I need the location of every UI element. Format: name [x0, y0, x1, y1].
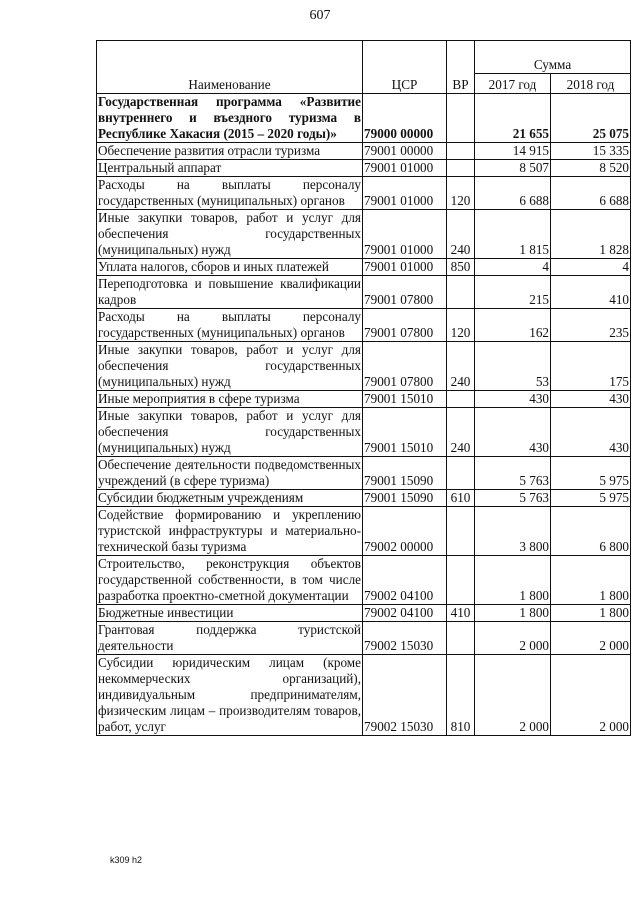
footer-code: k309 h2 [110, 855, 143, 865]
row-amount-2017: 430 [475, 408, 551, 457]
row-name: Бюджетные инвестиции [97, 605, 363, 622]
table-row [97, 143, 631, 160]
row-name: Расходы на выплаты персоналу государственных (муниципальных) органов [98, 309, 361, 340]
table-row [97, 177, 631, 210]
row-name: Расходы на выплаты персоналу государственных (муниципальных) органов [98, 177, 361, 208]
page-number: 607 [309, 8, 331, 23]
row-amount-2018: 25 075 [551, 94, 631, 143]
row-name: Содействие формированию и укреплению туристской инфраструктуры и материально-технической базы туризма [98, 507, 361, 554]
row-amount-2017: 162 [475, 309, 551, 342]
row-vr: 120 [447, 177, 475, 210]
row-name: Грантовая поддержка туристской деятельности [98, 622, 361, 653]
row-amount-2018: 1 800 [551, 605, 631, 622]
row-vr [447, 391, 475, 408]
row-amount-2018: 430 [551, 391, 631, 408]
row-amount-2017: 5 763 [475, 490, 551, 507]
table-row [97, 556, 631, 605]
budget-table [96, 40, 631, 736]
row-amount-2018: 6 800 [551, 507, 631, 556]
table-row [97, 210, 631, 259]
row-amount-2017: 14 915 [475, 143, 551, 160]
row-csr: 79001 01000 [363, 259, 447, 276]
row-amount-2017: 3 800 [475, 507, 551, 556]
table-row [97, 276, 631, 309]
table-row [97, 391, 631, 408]
row-vr: 410 [447, 605, 475, 622]
row-amount-2017: 4 [475, 259, 551, 276]
table-row [97, 309, 631, 342]
row-amount-2018: 410 [551, 276, 631, 309]
row-csr: 79001 07800 [363, 309, 447, 342]
row-name: Субсидии бюджетным учреждениям [97, 490, 363, 507]
table-row [97, 507, 631, 556]
row-csr: 79000 00000 [363, 94, 447, 143]
header-year-2017: 2017 год [475, 73, 551, 93]
row-csr: 79002 00000 [363, 507, 447, 556]
table-row [97, 408, 631, 457]
row-vr [447, 94, 475, 143]
row-amount-2018: 6 688 [551, 177, 631, 210]
row-amount-2017: 430 [475, 391, 551, 408]
row-amount-2017: 6 688 [475, 177, 551, 210]
table-row [97, 622, 631, 655]
row-vr: 120 [447, 309, 475, 342]
table-row [97, 259, 631, 276]
row-name: Переподготовка и повышение квалификации кадров [98, 276, 361, 307]
row-amount-2018: 1 800 [551, 556, 631, 605]
row-vr [447, 143, 475, 160]
row-name: Государственная программа «Развитие внутреннего и въездного туризма в Республике Хакасия (2015 – 2020 годы)» [98, 94, 361, 141]
table-row [97, 457, 631, 490]
row-name: Обеспечение деятельности подведомственных учреждений (в сфере туризма) [98, 457, 361, 488]
row-csr: 79002 04100 [363, 556, 447, 605]
row-vr: 810 [447, 655, 475, 736]
row-amount-2017: 2 000 [475, 655, 551, 736]
row-amount-2017: 215 [475, 276, 551, 309]
row-name: Уплата налогов, сборов и иных платежей [97, 259, 363, 276]
row-amount-2017: 8 507 [475, 160, 551, 177]
row-amount-2017: 1 815 [475, 210, 551, 259]
table-row [97, 94, 631, 143]
header-vr: ВР [447, 41, 475, 94]
row-amount-2018: 4 [551, 259, 631, 276]
row-amount-2018: 430 [551, 408, 631, 457]
row-amount-2018: 2 000 [551, 655, 631, 736]
row-name: Иные закупки товаров, работ и услуг для обеспечения государственных (муниципальных) нужд [98, 408, 361, 455]
row-amount-2018: 2 000 [551, 622, 631, 655]
row-name: Обеспечение развития отрасли туризма [97, 143, 363, 160]
row-csr: 79001 01000 [363, 160, 447, 177]
row-vr: 240 [447, 210, 475, 259]
header-year-2018: 2018 год [551, 73, 631, 93]
row-vr [447, 276, 475, 309]
table-body [97, 94, 631, 736]
header-csr: ЦСР [363, 41, 447, 94]
row-vr: 240 [447, 342, 475, 391]
header-sum: Сумма [475, 41, 631, 74]
row-name: Субсидии юридическим лицам (кроме некоммерческих организаций), индивидуальным предпринимателям, физическим лицам – производителям товаров, работ, услуг [98, 655, 361, 734]
row-vr: 610 [447, 490, 475, 507]
row-vr [447, 160, 475, 177]
row-vr [447, 622, 475, 655]
row-amount-2018: 235 [551, 309, 631, 342]
row-amount-2018: 5 975 [551, 490, 631, 507]
row-csr: 79001 01000 [363, 177, 447, 210]
row-name: Центральный аппарат [97, 160, 363, 177]
row-csr: 79001 15090 [363, 457, 447, 490]
row-amount-2017: 21 655 [475, 94, 551, 143]
table-row [97, 342, 631, 391]
row-vr: 240 [447, 408, 475, 457]
row-amount-2017: 1 800 [475, 556, 551, 605]
row-name: Строительство, реконструкция объектов государственной собственности, в том числе разработка проектно-сметной документации [98, 556, 361, 603]
table-row [97, 490, 631, 507]
row-amount-2018: 175 [551, 342, 631, 391]
row-csr: 79001 07800 [363, 276, 447, 309]
row-name: Иные закупки товаров, работ и услуг для обеспечения государственных (муниципальных) нужд [98, 210, 361, 257]
row-csr: 79002 15030 [363, 655, 447, 736]
row-amount-2018: 8 520 [551, 160, 631, 177]
row-amount-2018: 1 828 [551, 210, 631, 259]
row-csr: 79001 07800 [363, 342, 447, 391]
row-vr [447, 457, 475, 490]
row-csr: 79002 15030 [363, 622, 447, 655]
row-csr: 79001 15010 [363, 391, 447, 408]
row-name: Иные мероприятия в сфере туризма [97, 391, 363, 408]
row-name: Иные закупки товаров, работ и услуг для обеспечения государственных (муниципальных) нужд [98, 342, 361, 389]
row-vr [447, 507, 475, 556]
header-name: Наименование [97, 41, 363, 94]
table-row [97, 160, 631, 177]
row-amount-2017: 2 000 [475, 622, 551, 655]
row-csr: 79001 00000 [363, 143, 447, 160]
row-csr: 79002 04100 [363, 605, 447, 622]
row-vr: 850 [447, 259, 475, 276]
row-csr: 79001 01000 [363, 210, 447, 259]
row-amount-2017: 5 763 [475, 457, 551, 490]
row-amount-2018: 5 975 [551, 457, 631, 490]
row-vr [447, 556, 475, 605]
row-csr: 79001 15010 [363, 408, 447, 457]
row-amount-2017: 53 [475, 342, 551, 391]
table-row [97, 655, 631, 736]
row-csr: 79001 15090 [363, 490, 447, 507]
row-amount-2018: 15 335 [551, 143, 631, 160]
table-row [97, 605, 631, 622]
row-amount-2017: 1 800 [475, 605, 551, 622]
